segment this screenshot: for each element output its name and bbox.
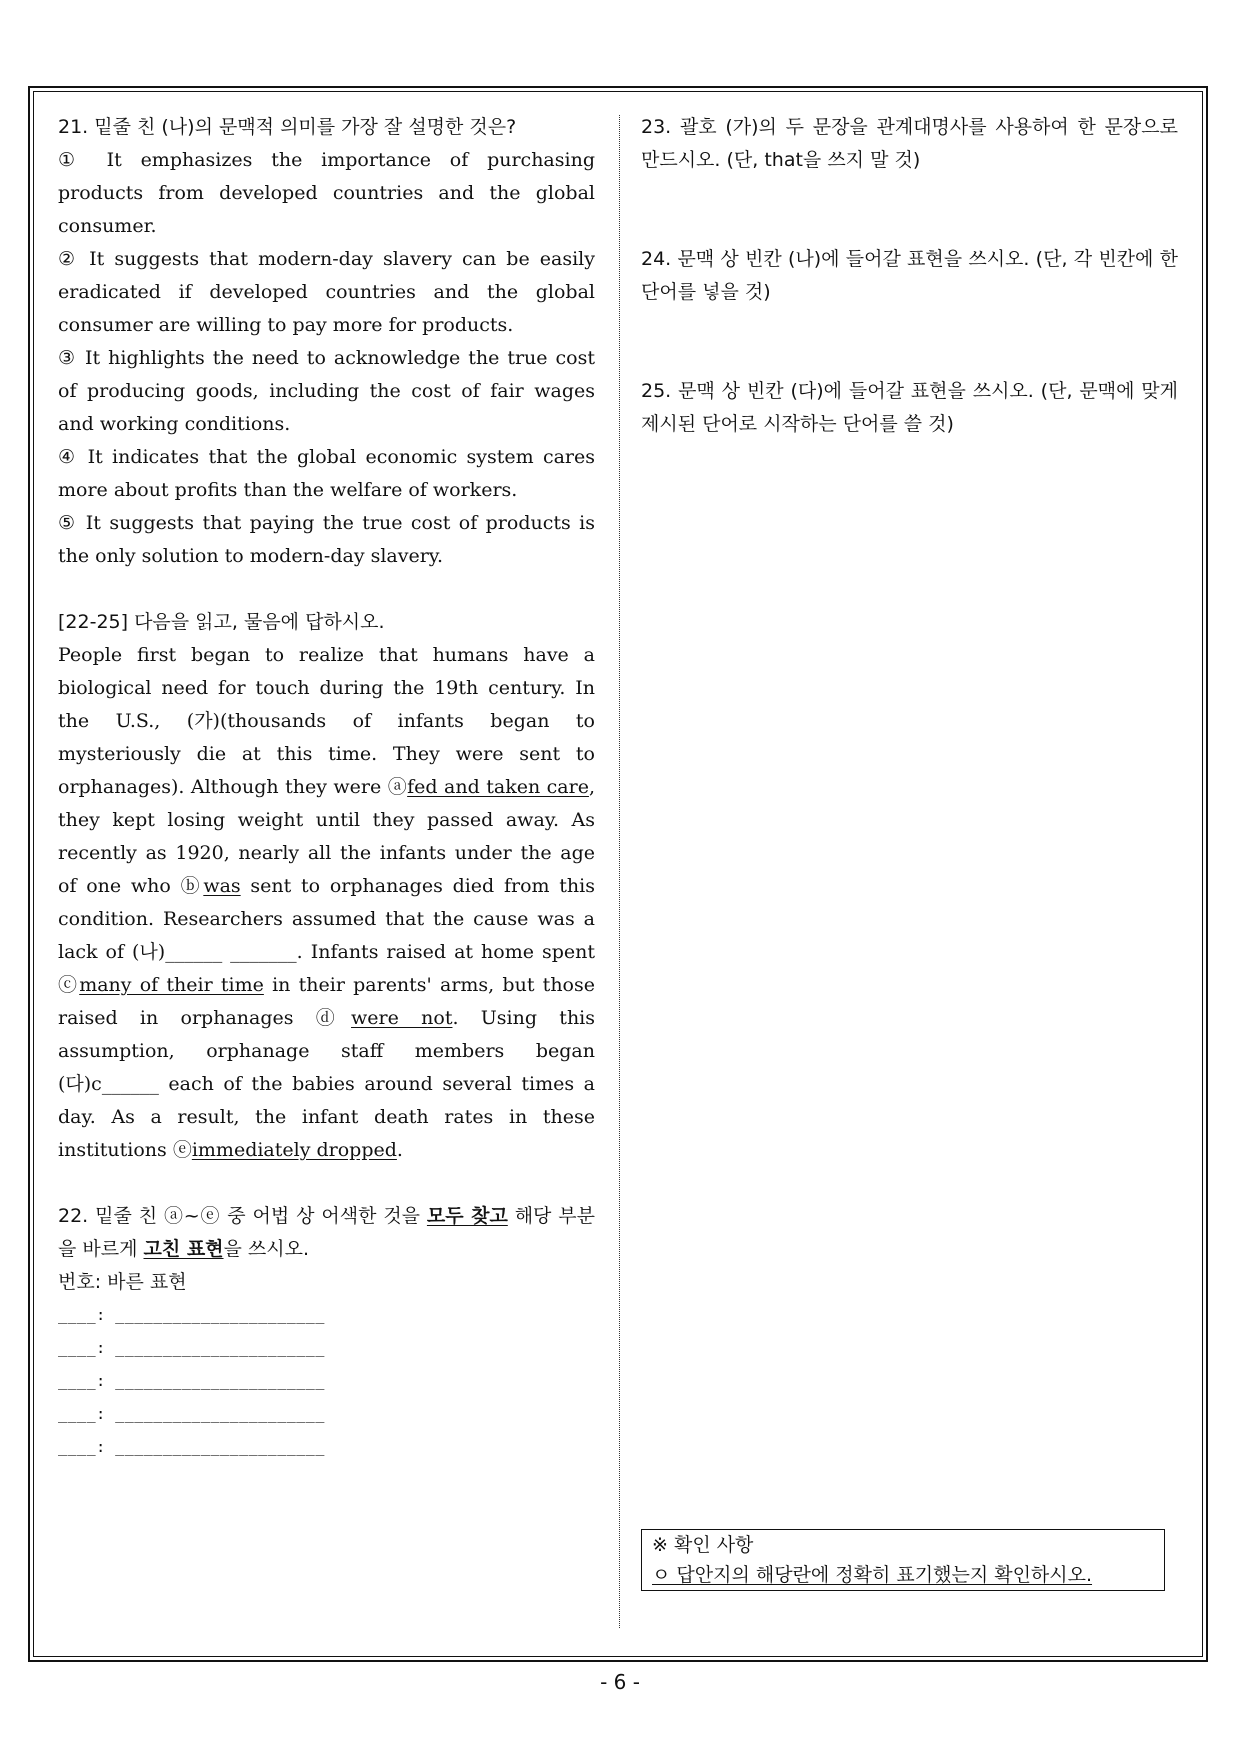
q22-text: 22. 밑줄 친 ⓐ~ⓔ 중 어법 상 어색한 것을 bbox=[58, 1205, 427, 1227]
passage-text: . Using this assumption, orphanage staff members began (다)c______ each of the babies around several times a day. As a result, the infant death rates in these institutions bbox=[58, 1007, 596, 1161]
q22-emphasis-corrected: 고친 표현 bbox=[143, 1238, 224, 1260]
q21-option-5: ⑤ It suggests that paying the true cost of products is the only solution to modern-day slavery. bbox=[58, 512, 595, 567]
underlined-a: fed and taken care bbox=[407, 776, 589, 798]
q22-answer-line-2[interactable]: ____: ______________________ bbox=[58, 1339, 325, 1357]
q22-answer-line-5[interactable]: ____: ______________________ bbox=[58, 1438, 325, 1456]
q22-stem bbox=[58, 1200, 595, 1266]
q22-text: 을 쓰시오. bbox=[223, 1238, 310, 1260]
passage-text: People first began to realize that humans have a biological need for touch during the 19th century. In the U.S., (가)(thousands of infants began to mysteriously die at this time. They were sent to orphanages). Although they were bbox=[58, 644, 595, 798]
q24-answer-space[interactable] bbox=[641, 309, 1178, 375]
passage-header: [22-25] 다음을 읽고, 물음에 답하시오. bbox=[58, 611, 385, 633]
passage-body bbox=[58, 639, 595, 1167]
q22-answer-line-3[interactable]: ____: ______________________ bbox=[58, 1372, 325, 1390]
q21-option-3: ③ It highlights the need to acknowledge the true cost of producing goods, including the cost of fair wages and working conditions. bbox=[58, 347, 595, 435]
marker-d: ⓓ bbox=[315, 1007, 352, 1029]
spacer bbox=[58, 573, 595, 606]
q22-text: 해당 부분을 바르게 bbox=[58, 1205, 596, 1260]
marker-c: ⓒ bbox=[58, 974, 80, 996]
passage-text: . bbox=[396, 1139, 403, 1161]
marker-a: ⓐ bbox=[387, 776, 408, 798]
q23-answer-space[interactable] bbox=[641, 177, 1178, 243]
column-divider bbox=[619, 115, 620, 1628]
marker-e: ⓔ bbox=[172, 1139, 192, 1161]
spacer bbox=[58, 1167, 595, 1200]
q21-stem: 21. 밑줄 친 (나)의 문맥적 의미를 가장 잘 설명한 것은? bbox=[58, 116, 517, 138]
q22-answer-line-1[interactable]: ____: ______________________ bbox=[58, 1306, 325, 1324]
passage-text: in their parents' arms, but those raised in orphanages bbox=[58, 974, 595, 1029]
q21-option-1: ① It emphasizes the importance of purchasing products from developed countries and the global consumer. bbox=[58, 149, 595, 237]
q22-answer-line-4[interactable]: ____: ______________________ bbox=[58, 1405, 325, 1423]
passage-text: , they kept losing weight until they passed away. As recently as 1920, nearly all the infants under the age of one who bbox=[58, 776, 595, 897]
underlined-d: were not bbox=[351, 1007, 453, 1029]
left-column bbox=[58, 111, 595, 1464]
q21-option-2: ② It suggests that modern-day slavery can be easily eradicated if developed countries and the global consumer are willing to pay more for products. bbox=[58, 248, 595, 336]
q22-emphasis-find-all: 모두 찾고 bbox=[426, 1205, 508, 1227]
underlined-c: many of their time bbox=[79, 974, 264, 996]
q23-stem: 23. 괄호 (가)의 두 문장을 관계대명사를 사용하여 한 문장으로 만드시오. (단, that을 쓰지 말 것) bbox=[641, 116, 1178, 171]
passage-text: sent to orphanages died from this condition. Researchers assumed that the cause was a lack of (나)______ _______. Infants raised at home spent bbox=[58, 875, 595, 963]
check-notice-title: ※ 확인 사항 bbox=[652, 1534, 754, 1556]
q21-option-4: ④ It indicates that the global economic system cares more about profits than the welfare of workers. bbox=[58, 446, 595, 501]
page-number: - 6 - bbox=[600, 1670, 640, 1694]
underlined-b: was bbox=[203, 875, 241, 897]
check-notice-item: ㅇ 답안지의 해당란에 정확히 표기했는지 확인하시오. bbox=[652, 1564, 1093, 1586]
check-notice-box bbox=[641, 1529, 1165, 1591]
marker-b: ⓑ bbox=[180, 875, 204, 897]
underlined-e: immediately dropped bbox=[191, 1139, 397, 1161]
q22-format-label: 번호: 바른 표현 bbox=[58, 1271, 187, 1293]
q25-stem: 25. 문맥 상 빈칸 (다)에 들어갈 표현을 쓰시오. (단, 문맥에 맞게 제시된 단어로 시작하는 단어를 쓸 것) bbox=[641, 380, 1178, 435]
q24-stem: 24. 문맥 상 빈칸 (나)에 들어갈 표현을 쓰시오. (단, 각 빈칸에 한 단어를 넣을 것) bbox=[641, 248, 1178, 303]
right-column bbox=[641, 111, 1178, 441]
